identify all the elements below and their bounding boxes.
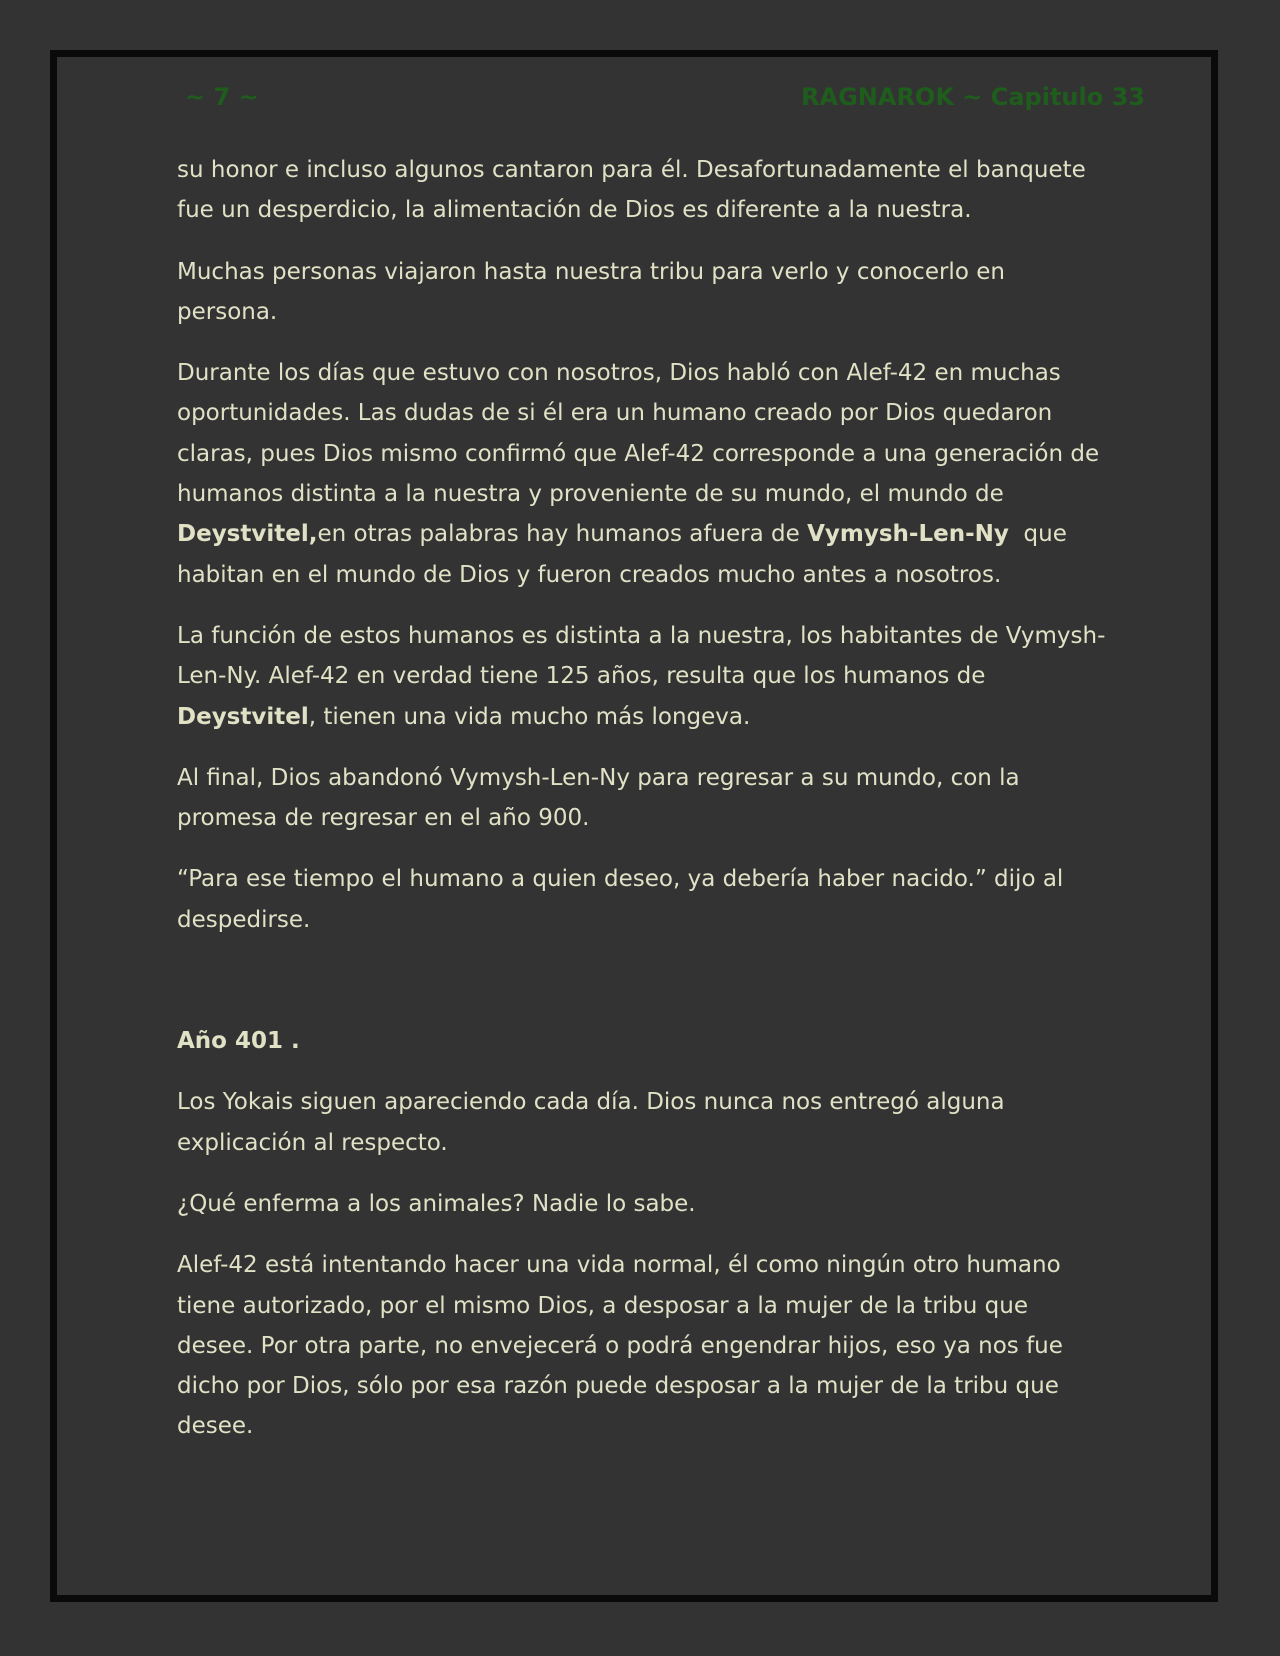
paragraph-8: ¿Qué enferma a los animales? Nadie lo sabe. xyxy=(177,1190,696,1217)
page-header xyxy=(185,83,1145,117)
paragraph-4 xyxy=(177,616,1107,737)
page-frame xyxy=(50,50,1218,1602)
paragraph-3-text-c: que habitan en el mundo de Dios y fueron creados mucho antes a nosotros. xyxy=(177,521,1075,588)
paragraph-3-text-b: en otras palabras hay humanos afuera de xyxy=(317,521,808,548)
paragraph-3 xyxy=(177,353,1107,595)
place-name-deystvitel-2: Deystvitel xyxy=(177,703,309,730)
paragraph-4-text-a: La función de estos humanos es distinta a la nuestra, los habitantes de Vymysh-Len-Ny. Alef-42 en verdad tiene 125 años, resulta que los humanos de xyxy=(177,622,1106,690)
page-number: ~ 7 ~ xyxy=(185,83,259,111)
paragraph-4-text-b: , tienen una vida mucho más longeva. xyxy=(308,703,751,730)
paragraph-5: Al final, Dios abandonó Vymysh-Len-Ny para regresar a su mundo, con la promesa de regresar en el año 900. xyxy=(177,764,1020,832)
place-name-vymysh-len-ny: Vymysh-Len-Ny xyxy=(807,521,1009,548)
paragraph-9: Alef-42 está intentando hacer una vida normal, él como ningún otro humano tiene autorizado, por el mismo Dios, a desposar a la mujer de la tribu que desee. Por otra parte, no envejecerá o podrá engendrar hijos, eso ya nos fue dicho por Dios, sólo por esa razón puede desposar a la mujer de la tribu que desee. xyxy=(177,1252,1063,1440)
paragraph-2: Muchas personas viajaron hasta nuestra tribu para verlo y conocerlo en persona. xyxy=(177,258,1005,325)
paragraph-1: su honor e incluso algunos cantaron para él. Desafortunadamente el banquete fue un desperdicio, la alimentación de Dios es diferente a la nuestra. xyxy=(177,157,1086,224)
running-title: RAGNAROK ~ Capitulo 33 xyxy=(801,83,1145,111)
paragraph-6: “Para ese tiempo el humano a quien deseo, ya debería haber nacido.” dijo al despedirse. xyxy=(177,866,1064,933)
paragraph-7: Los Yokais siguen apareciendo cada día. Dios nunca nos entregó alguna explicación al respecto. xyxy=(177,1089,1005,1156)
paragraph-3-text-a: Durante los días que estuvo con nosotros, Dios habló con Alef-42 en muchas oportunidades. Las dudas de si él era un humano creado por Dios quedaron claras, pues Dios mismo confirmó que Alef-42 corresponde a una generación de humanos distinta a la nuestra y proveniente de su mundo, el mundo de xyxy=(177,360,1100,508)
body-text xyxy=(177,150,1107,1468)
place-name-deystvitel: Deystvitel, xyxy=(177,521,318,548)
section-heading-year: Año 401 . xyxy=(177,1028,300,1055)
